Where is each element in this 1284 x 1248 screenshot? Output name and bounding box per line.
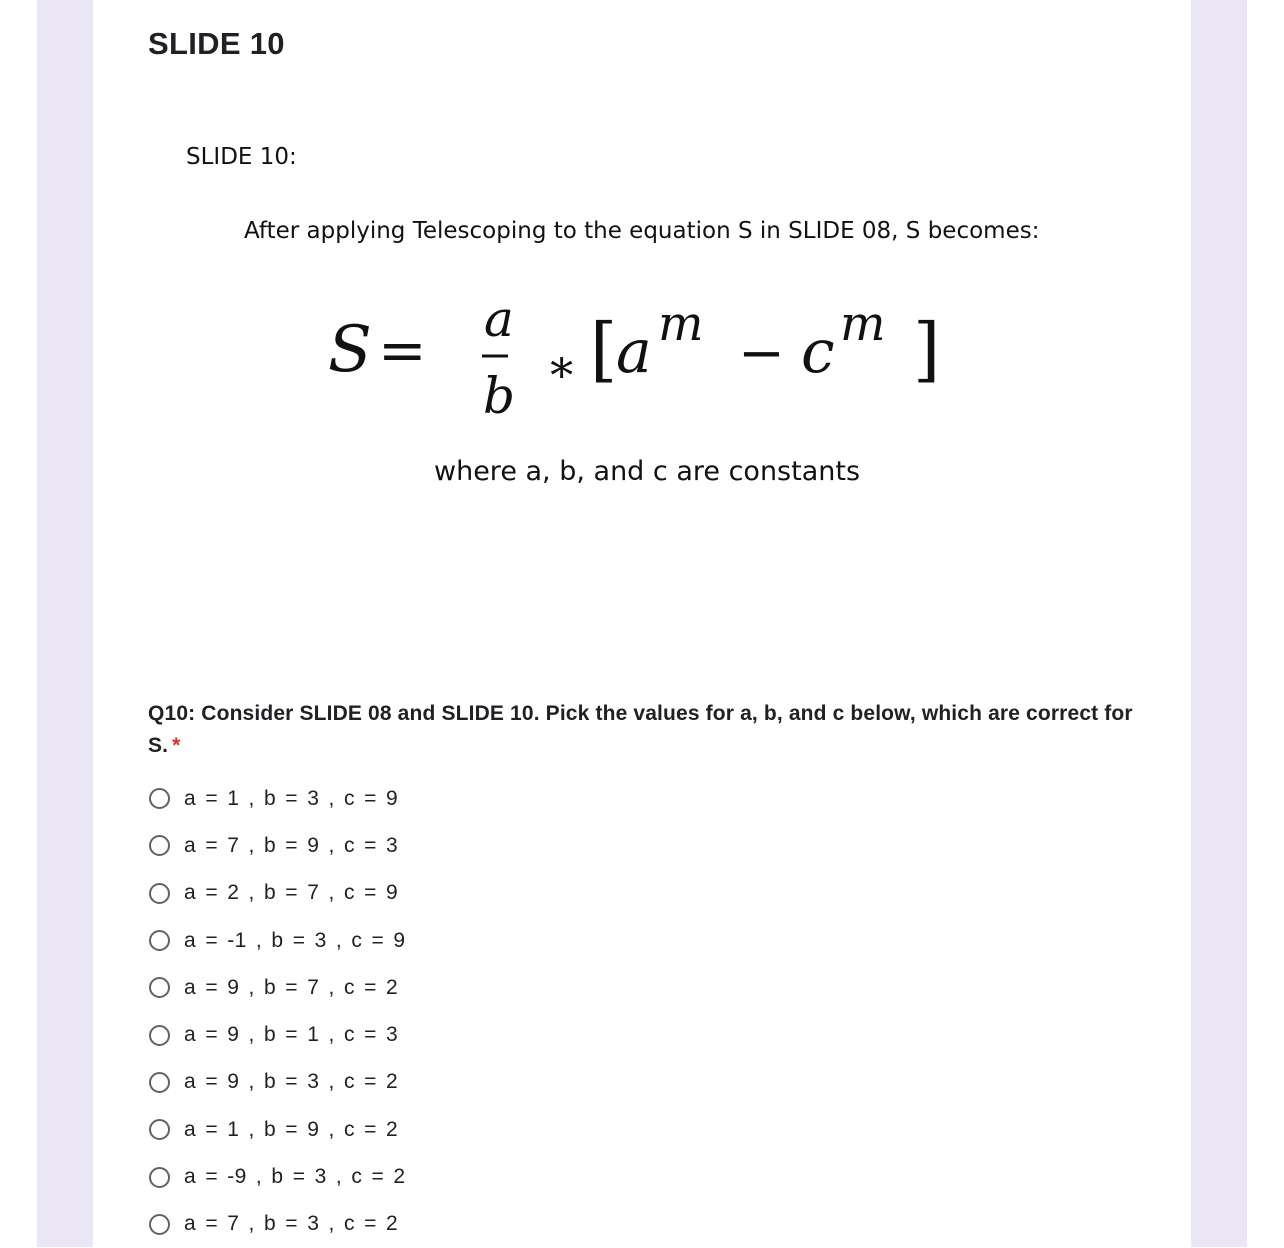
answer-option[interactable] xyxy=(149,775,406,822)
required-marker: * xyxy=(172,734,181,757)
formula-term1-exp: m xyxy=(658,296,704,352)
radio-button[interactable] xyxy=(149,1167,170,1188)
answer-options xyxy=(149,775,406,1248)
question-text: Q10: Consider SLIDE 08 and SLIDE 10. Pick the values for a, b, and c below, which are correct for S. xyxy=(148,702,1133,757)
answer-option[interactable] xyxy=(149,1153,406,1200)
radio-button[interactable] xyxy=(149,788,170,809)
option-label: a = 1 , b = 3 , c = 9 xyxy=(184,786,399,810)
option-label: a = 9 , b = 7 , c = 2 xyxy=(184,975,399,999)
slide-image xyxy=(148,120,1138,540)
slide-label: SLIDE 10: xyxy=(186,144,297,170)
radio-button[interactable] xyxy=(149,1025,170,1046)
option-label: a = -9 , b = 3 , c = 2 xyxy=(184,1165,406,1189)
option-label: a = 9 , b = 1 , c = 3 xyxy=(184,1023,399,1047)
radio-button[interactable] xyxy=(149,835,170,856)
radio-button[interactable] xyxy=(149,883,170,904)
form-section-card xyxy=(93,0,1191,1247)
formula-lhs: S xyxy=(328,313,372,387)
radio-button[interactable] xyxy=(149,930,170,951)
radio-button[interactable] xyxy=(149,977,170,998)
option-label: a = 7 , b = 3 , c = 2 xyxy=(184,1212,399,1236)
question-title xyxy=(148,698,1138,762)
answer-option[interactable] xyxy=(149,1201,406,1248)
telescoping-formula xyxy=(328,288,988,418)
formula-term2-base: c xyxy=(801,317,835,387)
formula-equals: = xyxy=(378,316,427,384)
option-label: a = 1 , b = 9 , c = 2 xyxy=(184,1117,399,1141)
answer-option[interactable] xyxy=(149,870,406,917)
radio-button[interactable] xyxy=(149,1214,170,1235)
radio-button[interactable] xyxy=(149,1072,170,1093)
formula-denominator: b xyxy=(483,367,516,418)
formula-times: ∗ xyxy=(546,339,578,393)
option-label: a = -1 , b = 3 , c = 9 xyxy=(184,928,406,952)
answer-option[interactable] xyxy=(149,917,406,964)
radio-button[interactable] xyxy=(149,1119,170,1140)
answer-option[interactable] xyxy=(149,1011,406,1058)
option-label: a = 7 , b = 9 , c = 3 xyxy=(184,833,399,857)
formula-term1-base: a xyxy=(616,317,652,387)
slide-constants-note: where a, b, and c are constants xyxy=(434,456,861,487)
formula-numerator: a xyxy=(484,290,514,348)
answer-option[interactable] xyxy=(149,1059,406,1106)
formula-bracket-open: [ xyxy=(590,308,618,390)
formula-bracket-close: ] xyxy=(913,308,941,390)
formula-term2-exp: m xyxy=(840,296,886,352)
answer-option[interactable] xyxy=(149,1106,406,1153)
slide-intro-text: After applying Telescoping to the equation S in SLIDE 08, S becomes: xyxy=(244,218,1040,244)
section-title: SLIDE 10 xyxy=(148,26,285,61)
formula-minus: − xyxy=(738,321,785,386)
answer-option[interactable] xyxy=(149,822,406,869)
option-label: a = 2 , b = 7 , c = 9 xyxy=(184,881,399,905)
option-label: a = 9 , b = 3 , c = 2 xyxy=(184,1070,399,1094)
answer-option[interactable] xyxy=(149,964,406,1011)
